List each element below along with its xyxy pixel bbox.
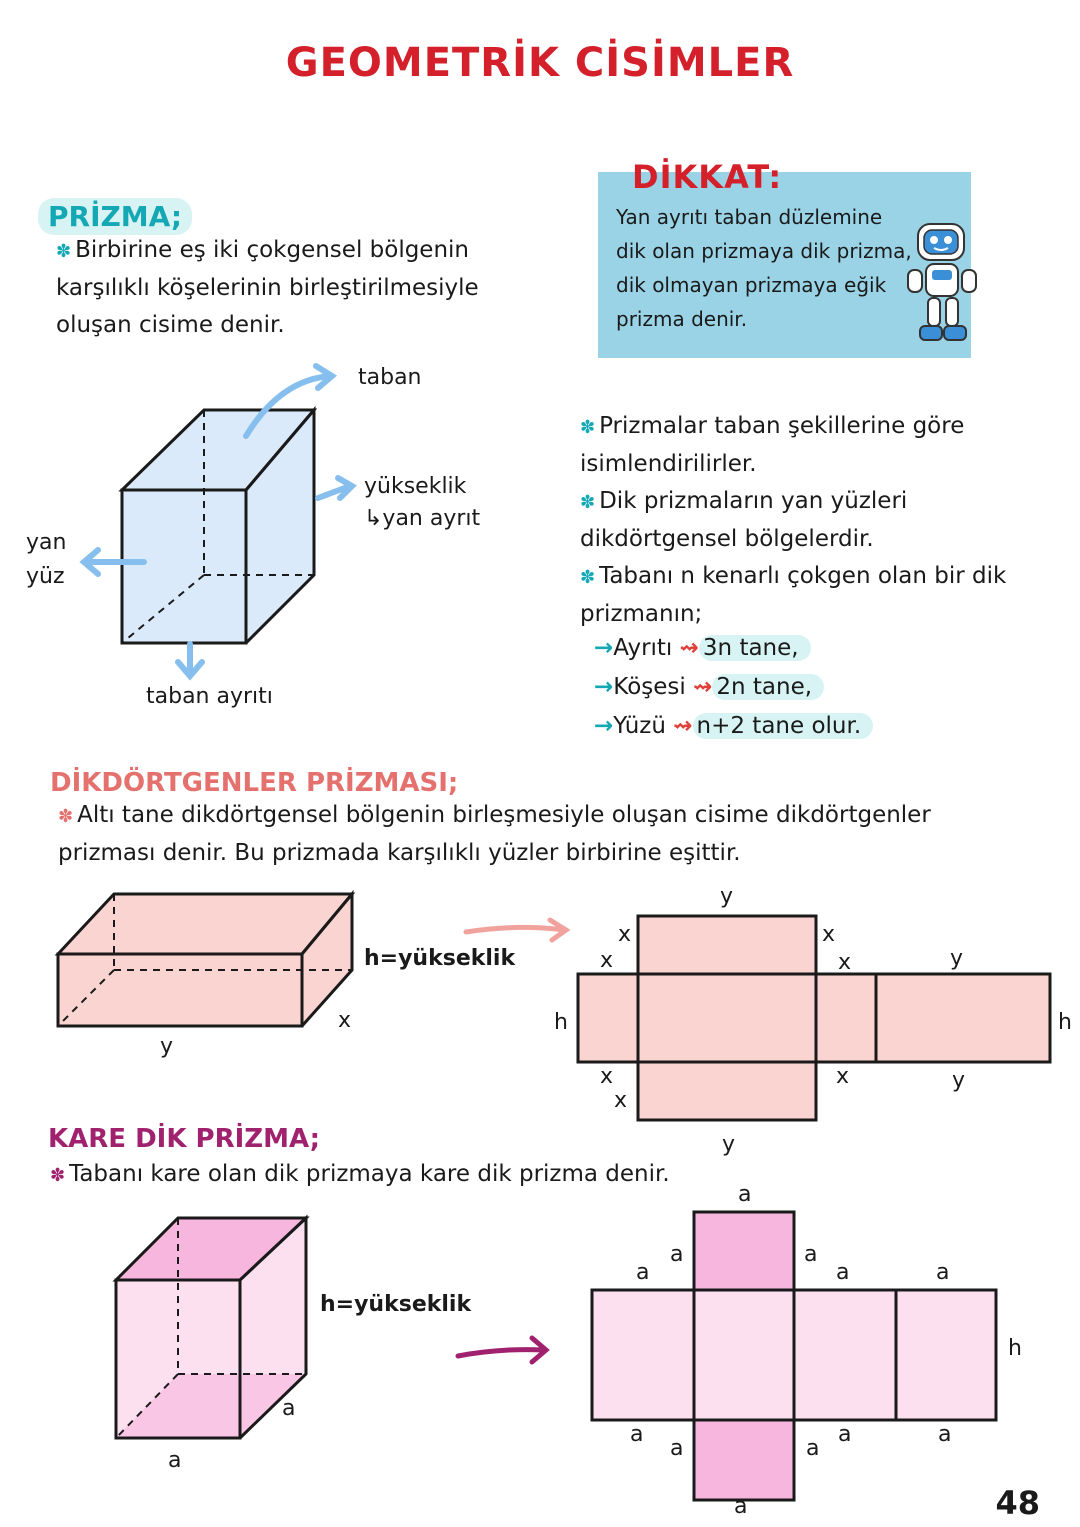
kare-heading: KARE DİK PRİZMA;	[48, 1124, 321, 1154]
list-item: →Yüzü ⇝ n+2 tane olur.	[594, 708, 873, 745]
list-item: →Köşesi ⇝ 2n tane,	[594, 669, 873, 706]
list-item: →Ayrıtı ⇝ 3n tane,	[594, 630, 873, 667]
net-a-label: a	[806, 1436, 820, 1461]
net-x-label: x	[600, 1064, 614, 1089]
flower-bullet-icon: ✽	[580, 567, 596, 588]
net-x-label: x	[618, 922, 632, 947]
prism-diagram	[0, 360, 560, 720]
flower-bullet-icon: ✽	[50, 1165, 66, 1186]
net-y-bottom: y	[722, 1132, 736, 1157]
net-a-label: a	[630, 1422, 644, 1447]
net-a-label: a	[838, 1422, 852, 1447]
flower-bullet-icon: ✽	[580, 417, 596, 438]
count-list	[594, 630, 873, 745]
net-a-label: a	[938, 1422, 952, 1447]
net-y-label: y	[950, 946, 964, 971]
square-prism-net	[586, 1206, 1006, 1506]
net-h-right: h	[1058, 1010, 1072, 1035]
net-h-label: h	[1008, 1336, 1022, 1361]
prizma-definition: ✽ Birbirine eş iki çokgensel bölgenin karşılıklı köşelerinin birleştirilmesiyle oluşan cisime denir.	[56, 237, 479, 338]
net-x-label: x	[600, 948, 614, 973]
flower-bullet-icon: ✽	[580, 492, 596, 513]
label-yan: yan	[26, 530, 67, 555]
dikdortgenler-definition: ✽ Altı tane dikdörtgensel bölgenin birleşmesiyle oluşan cisime dikdörtgenler prizması denir. Bu prizmada karşılıklı yüzler birbirine eşittir.	[58, 802, 931, 866]
flower-bullet-icon: ✽	[58, 806, 74, 827]
kare-h-label: h=yükseklik	[320, 1292, 472, 1317]
label-yukseklik: yükseklik	[364, 474, 467, 499]
net-x-label: x	[836, 1064, 850, 1089]
rectangular-prism-net	[570, 910, 1060, 1130]
prizma-heading: PRİZMA;	[38, 198, 192, 235]
kare-definition: ✽ Tabanı kare olan dik prizmaya kare dik prizma denir.	[50, 1161, 670, 1187]
square-prism-diagram	[100, 1210, 570, 1460]
kare-a-label: a	[168, 1448, 182, 1473]
dikkat-text: Yan ayrıtı taban düzlemine dik olan prizmaya dik prizma, dik olmayan prizmaya eğik prizma denir.	[616, 205, 912, 331]
label-taban: taban	[358, 365, 422, 390]
label-yan-ayrit: ↳yan ayrıt	[364, 506, 481, 531]
flower-bullet-icon: ✽	[56, 241, 72, 262]
net-h-left: h	[554, 1010, 568, 1035]
robot-icon	[892, 212, 992, 362]
net-a-label: a	[936, 1260, 950, 1285]
net-a-label: a	[804, 1242, 818, 1267]
net-a-label: a	[670, 1436, 684, 1461]
net-y-top: y	[720, 884, 734, 909]
page-number: 48	[995, 1484, 1040, 1522]
net-a-label: a	[836, 1260, 850, 1285]
label-yuz: yüz	[26, 564, 65, 589]
net-x-label: x	[838, 950, 852, 975]
dikdortgenler-heading: DİKDÖRTGENLER PRİZMASI;	[50, 768, 459, 798]
net-a-label: a	[636, 1260, 650, 1285]
net-x-label: x	[822, 922, 836, 947]
net-a-bottom: a	[734, 1494, 748, 1519]
net-x-label: x	[614, 1088, 628, 1113]
prizma-info: ✽ Prizmalar taban şekillerine göre isimlendirilirler. ✽ Dik prizmaların yan yüzleri dikdörtgensel bölgelerdir. ✽ Tabanı n kenarlı çokgen olan bir dik prizmanın;	[580, 413, 1007, 627]
rect-x-label: x	[338, 1008, 352, 1033]
rect-h-label: h=yükseklik	[364, 946, 516, 971]
net-a-label: a	[670, 1242, 684, 1267]
net-y-label: y	[952, 1068, 966, 1093]
page-title: GEOMETRİK CİSİMLER	[285, 40, 795, 86]
rect-y-label: y	[160, 1034, 174, 1059]
dikkat-title: DİKKAT:	[632, 158, 783, 196]
net-a-top: a	[738, 1182, 752, 1207]
label-taban-ayriti: taban ayrıtı	[146, 684, 273, 709]
kare-a-label: a	[282, 1396, 296, 1421]
